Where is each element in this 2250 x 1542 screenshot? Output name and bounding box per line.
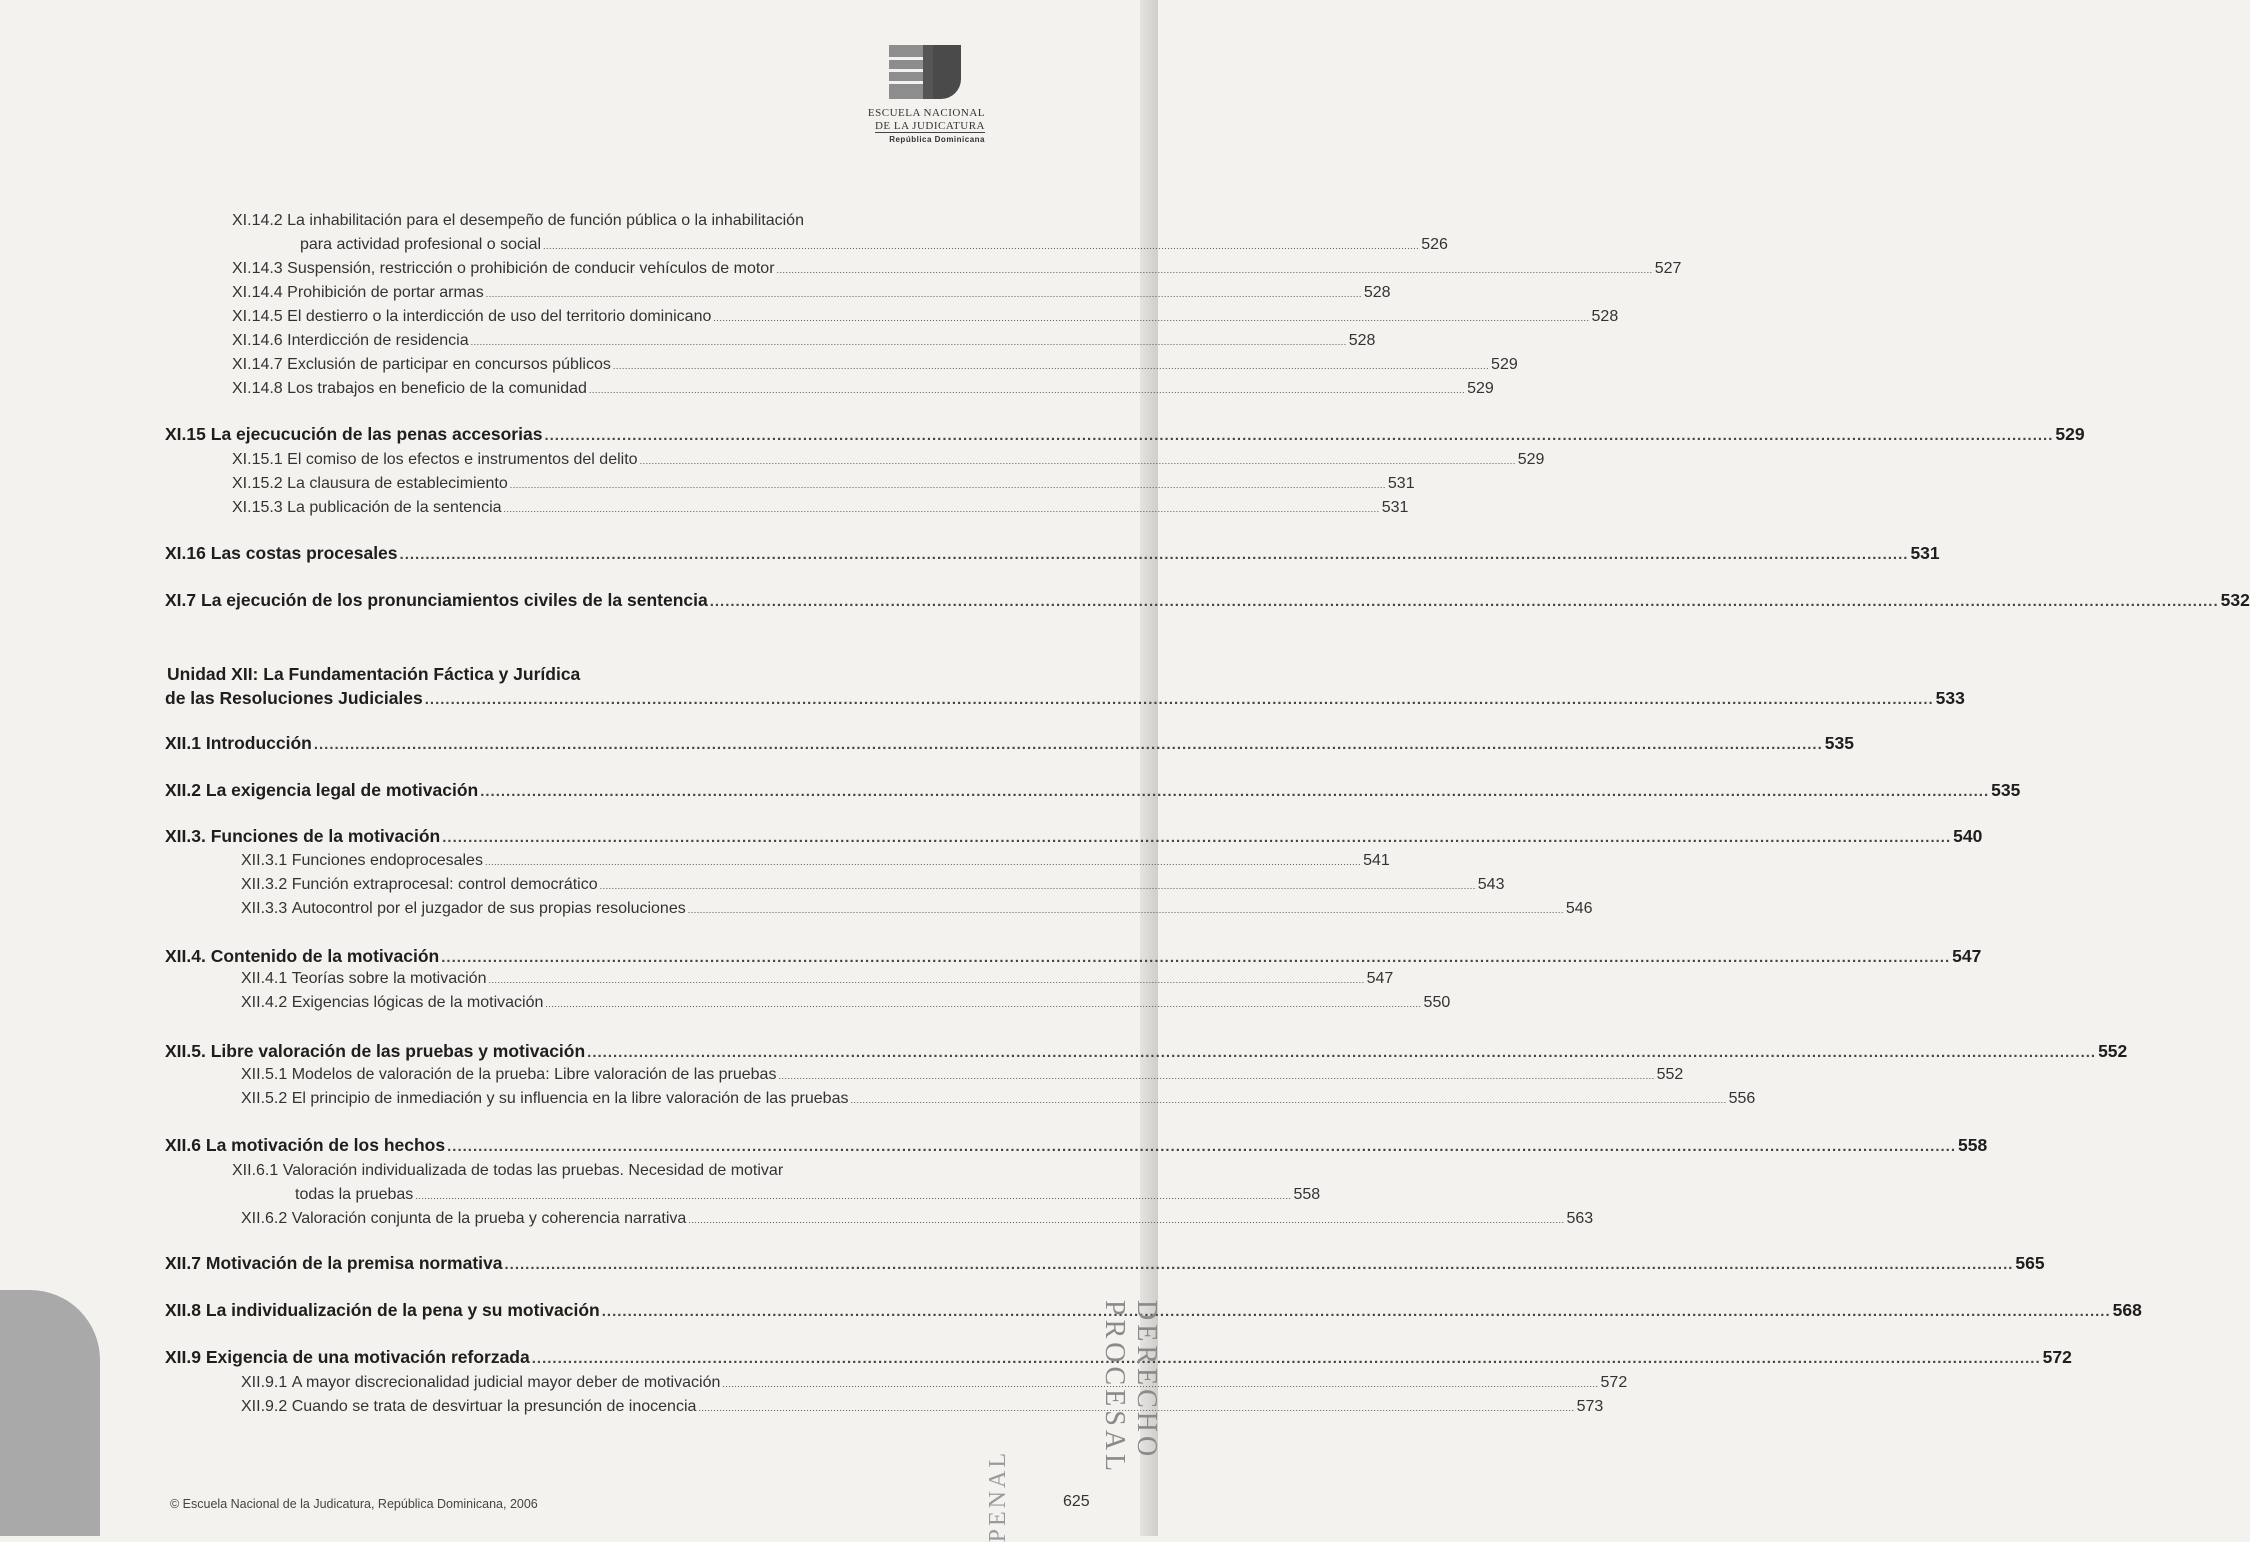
toc-entry-title: Suspensión, restricción o prohibición de conducir vehículos de motor <box>287 260 775 277</box>
toc-entry-title: Interdicción de residencia <box>287 332 469 349</box>
toc-leader-dots <box>486 289 1362 299</box>
toc-entry-number: XI.14.4 <box>232 284 283 301</box>
toc-leader-dots <box>441 949 1950 966</box>
toc-entry-number: XII.6.1 <box>232 1162 279 1179</box>
toc-entry-number: XII.9 <box>165 1347 201 1367</box>
toc-entry <box>241 900 1593 918</box>
toc-entry-continuation: todas la pruebas <box>295 1186 414 1203</box>
toc-leader-dots <box>587 1044 2096 1061</box>
toc-entry-page: 565 <box>2015 1253 2045 1273</box>
toc-leader-dots <box>505 1256 2014 1273</box>
toc-entry-number: XII.3.2 <box>241 876 288 893</box>
toc-entry-page: 543 <box>1477 876 1505 893</box>
toc-entry-page: 526 <box>1421 236 1448 253</box>
toc-entry-number: XI.7 <box>165 590 197 610</box>
toc-entry <box>241 970 1394 988</box>
toc-entry <box>241 1210 1594 1228</box>
toc-entry-page: 558 <box>1293 1186 1321 1203</box>
toc-entry-page: 529 <box>1517 451 1545 468</box>
toc-entry-title: La ejecución de los pronunciamientos civiles de la sentencia <box>201 590 708 610</box>
toc-entry <box>165 780 2021 801</box>
toc-entry-number: XII.4.2 <box>241 994 288 1011</box>
logo-line-1: ESCUELA NACIONAL <box>867 107 985 119</box>
toc-entry <box>241 852 1390 870</box>
toc-leader-dots <box>545 999 1421 1009</box>
toc-entry-page: 572 <box>2042 1347 2072 1367</box>
toc-leader-dots <box>640 456 1516 466</box>
toc-entry-number: XII.3. <box>165 826 206 846</box>
toc-entry-number: XII.6 <box>165 1135 201 1155</box>
toc-leader-dots <box>777 265 1653 275</box>
toc-entry-number: XI.16 <box>165 543 206 563</box>
toc-entry <box>232 451 1545 469</box>
toc-entry-title: de las Resoluciones Judiciales <box>165 688 423 708</box>
toc-entry-title: La clausura de establecimiento <box>287 475 508 492</box>
toc-entry-title: Cuando se trata de desvirtuar la presunción de inocencia <box>291 1398 697 1415</box>
toc-entry <box>241 1374 1628 1392</box>
toc-entry <box>165 590 2250 611</box>
toc-entry-number: XI.14.2 <box>232 212 283 229</box>
copyright-footer: © Escuela Nacional de la Judicatura, República Dominicana, 2006 <box>170 1497 538 1511</box>
toc-leader-dots <box>602 1303 2111 1320</box>
toc-entry <box>165 543 1940 564</box>
toc-leader-dots <box>850 1095 1726 1105</box>
toc-entry <box>232 356 1518 374</box>
toc-entry-number: XII.4.1 <box>241 970 288 987</box>
toc-entry-page: 573 <box>1576 1398 1604 1415</box>
toc-entry-page: 535 <box>1991 780 2021 800</box>
toc-entry-line <box>232 212 804 230</box>
toc-entry-page: 528 <box>1363 284 1391 301</box>
toc-entry <box>232 499 1409 517</box>
toc-entry-page: 547 <box>1952 946 1982 966</box>
toc-leader-dots <box>600 881 1476 891</box>
toc-leader-dots <box>713 313 1589 323</box>
toc-entry-title: La individualización de la pena y su motivación <box>205 1300 600 1320</box>
toc-entry-page: 568 <box>2112 1300 2142 1320</box>
toc-entry-number: XII.9.2 <box>241 1398 288 1415</box>
toc-entry-page: 531 <box>1910 543 1940 563</box>
toc-entry-number: XII.3.1 <box>241 852 288 869</box>
toc-entry <box>165 826 1983 847</box>
toc-entry-number: XI.14.5 <box>232 308 283 325</box>
spine-title: DERECHO PROCESAL <box>1099 1300 1162 1476</box>
toc-leader-dots <box>314 736 1823 753</box>
toc-entry <box>165 946 1982 967</box>
toc-entry-title: La inhabilitación para el desempeño de función pública o la inhabilitación <box>287 212 804 229</box>
spine-subtitle: PENAL <box>985 1450 1011 1542</box>
toc-entry-number: XII.5.2 <box>241 1090 288 1107</box>
toc-leader-dots <box>415 1191 1291 1201</box>
toc-entry-page: 529 <box>1467 380 1494 397</box>
toc-entry-page: 558 <box>1958 1135 1988 1155</box>
toc-entry-title: Introducción <box>205 733 312 753</box>
toc-entry-title: Autocontrol por el juzgador de sus propias resoluciones <box>291 900 686 917</box>
toc-leader-dots <box>485 857 1361 867</box>
toc-entry-title: El comiso de los efectos e instrumentos del delito <box>287 451 638 468</box>
toc-entry-title: Libre valoración de las pruebas y motivación <box>210 1041 586 1061</box>
toc-leader-dots <box>613 361 1489 371</box>
toc-entry-number: XI.14.7 <box>232 356 283 373</box>
toc-leader-dots <box>710 593 2219 610</box>
toc-entry-number: XII.9.1 <box>241 1374 288 1391</box>
toc-entry-page: 531 <box>1381 499 1409 516</box>
toc-leader-dots <box>425 691 1934 708</box>
toc-entry-number: XII.4. <box>165 946 206 966</box>
toc-leader-dots <box>447 1138 1956 1155</box>
logo-line-2: DE LA JUDICATURA <box>874 120 985 132</box>
toc-entry-title: La ejecucución de las penas accesorias <box>210 424 543 444</box>
toc-leader-dots <box>543 241 1419 251</box>
toc-entry-page: 552 <box>1656 1066 1684 1083</box>
toc-entry-number: XI.15.3 <box>232 499 283 516</box>
toc-entry-number: XI.14.6 <box>232 332 283 349</box>
toc-entry-title: Funciones de la motivación <box>210 826 441 846</box>
toc-leader-dots <box>778 1071 1654 1081</box>
toc-entry <box>165 688 1965 709</box>
toc-entry-title: Las costas procesales <box>210 543 398 563</box>
toc-entry <box>241 1066 1684 1084</box>
toc-entry <box>241 1090 1756 1108</box>
toc-entry-number: XI.14.8 <box>232 380 283 397</box>
toc-leader-dots <box>532 1350 2041 1367</box>
toc-entry-number: XI.15.2 <box>232 475 283 492</box>
toc-entry-page: 552 <box>2098 1041 2128 1061</box>
toc-entry-page: 546 <box>1565 900 1593 917</box>
toc-entry-title: Teorías sobre la motivación <box>291 970 487 987</box>
toc-entry <box>232 332 1376 350</box>
toc-entry <box>295 1186 1321 1204</box>
toc-entry-title: Motivación de la premisa normativa <box>205 1253 503 1273</box>
toc-entry-title: El destierro o la interdicción de uso del territorio dominicano <box>287 308 712 325</box>
toc-leader-dots <box>471 337 1347 347</box>
toc-leader-dots <box>544 427 2053 444</box>
toc-entry-title: Valoración individualizada de todas las pruebas. Necesidad de motivar <box>282 1162 784 1179</box>
toc-entry-number: XII.2 <box>165 780 201 800</box>
toc-entry-page: 532 <box>2220 590 2250 610</box>
toc-entry-number: XI.15.1 <box>232 451 283 468</box>
toc-entry-title: Contenido de la motivación <box>210 946 440 966</box>
toc-entry-page: 540 <box>1953 826 1983 846</box>
toc-entry-page: 533 <box>1935 688 1965 708</box>
toc-entry-page: 541 <box>1363 852 1390 869</box>
toc-entry-title: Valoración conjunta de la prueba y coherencia narrativa <box>291 1210 687 1227</box>
toc-entry <box>165 1347 2072 1368</box>
toc-entry-page: 556 <box>1728 1090 1756 1107</box>
toc-entry <box>165 1041 2128 1062</box>
toc-entry <box>165 733 1854 754</box>
toc-entry-page: 528 <box>1591 308 1619 325</box>
toc-entry <box>165 1253 2045 1274</box>
toc-entry <box>165 1135 1988 1156</box>
school-logo <box>865 45 985 146</box>
toc-leader-dots <box>442 829 1951 846</box>
toc-entry-number: XII.5.1 <box>241 1066 288 1083</box>
toc-entry <box>232 475 1415 493</box>
toc-entry-number: XII.3.3 <box>241 900 288 917</box>
toc-entry-line <box>232 1162 783 1180</box>
toc-leader-dots <box>589 385 1465 395</box>
section-tab <box>0 1290 100 1536</box>
toc-entry-title: Funciones endoprocesales <box>291 852 483 869</box>
toc-entry-title: La publicación de la sentencia <box>287 499 502 516</box>
toc-leader-dots <box>504 504 1380 514</box>
toc-entry-title: Exclusión de participar en concursos públicos <box>287 356 611 373</box>
toc-entry-page: 572 <box>1600 1374 1628 1391</box>
toc-leader-dots <box>688 905 1564 915</box>
toc-entry <box>165 424 2085 445</box>
toc-entry-number: XII.7 <box>165 1253 201 1273</box>
toc-leader-dots <box>400 546 1909 563</box>
toc-entry-title: El principio de inmediación y su influencia en la libre valoración de las pruebas <box>291 1090 849 1107</box>
toc-leader-dots <box>688 1215 1564 1225</box>
toc-entry-page: 550 <box>1423 994 1451 1011</box>
toc-entry-title: Exigencia de una motivación reforzada <box>205 1347 530 1367</box>
toc-entry <box>232 284 1391 302</box>
toc-entry-page: 527 <box>1654 260 1682 277</box>
toc-entry-page: 531 <box>1387 475 1415 492</box>
toc-entry-title: Función extraprocesal: control democrático <box>291 876 598 893</box>
toc-entry-page: 529 <box>1491 356 1518 373</box>
toc-entry <box>300 236 1448 254</box>
toc-entry-number: XI.14.3 <box>232 260 283 277</box>
toc-entry-title: Modelos de valoración de la prueba: Libre valoración de las pruebas <box>291 1066 777 1083</box>
toc-entry-number: XII.5. <box>165 1041 206 1061</box>
toc-entry-page: 535 <box>1824 733 1854 753</box>
toc-entry <box>232 380 1494 398</box>
toc-leader-dots <box>488 975 1364 985</box>
toc-entry-continuation: para actividad profesional o social <box>300 236 542 253</box>
logo-mark-icon <box>889 45 961 101</box>
toc-entry <box>241 876 1505 894</box>
toc-entry-page: 528 <box>1348 332 1376 349</box>
toc-entry-title: La motivación de los hechos <box>205 1135 446 1155</box>
toc-entry-page: 547 <box>1366 970 1394 987</box>
toc-entry-page: 563 <box>1566 1210 1594 1227</box>
unit-heading-line: Unidad XII: La Fundamentación Fáctica y Jurídica <box>167 664 581 684</box>
toc-entry <box>232 260 1682 278</box>
page-number: 625 <box>1063 1493 1090 1510</box>
toc-entry-number: XI.15 <box>165 424 206 444</box>
toc-entry <box>165 1300 2142 1321</box>
logo-line-3: República Dominicana <box>889 135 985 144</box>
toc-entry-title: A mayor discrecionalidad judicial mayor deber de motivación <box>291 1374 721 1391</box>
toc-entry-number: XII.6.2 <box>241 1210 288 1227</box>
toc-entry-title: Los trabajos en beneficio de la comunidad <box>287 380 587 397</box>
toc-leader-dots <box>510 480 1386 490</box>
toc-entry <box>241 1398 1604 1416</box>
toc-entry-number: XII.8 <box>165 1300 201 1320</box>
toc-entry-title: Exigencias lógicas de la motivación <box>291 994 544 1011</box>
toc-entry-number: XII.1 <box>165 733 201 753</box>
toc-entry-title: Prohibición de portar armas <box>287 284 484 301</box>
toc-entry-page: 529 <box>2055 424 2085 444</box>
toc-entry <box>241 994 1451 1012</box>
toc-entry <box>232 308 1619 326</box>
toc-entry-title: La exigencia legal de motivación <box>205 780 479 800</box>
toc-leader-dots <box>480 783 1989 800</box>
